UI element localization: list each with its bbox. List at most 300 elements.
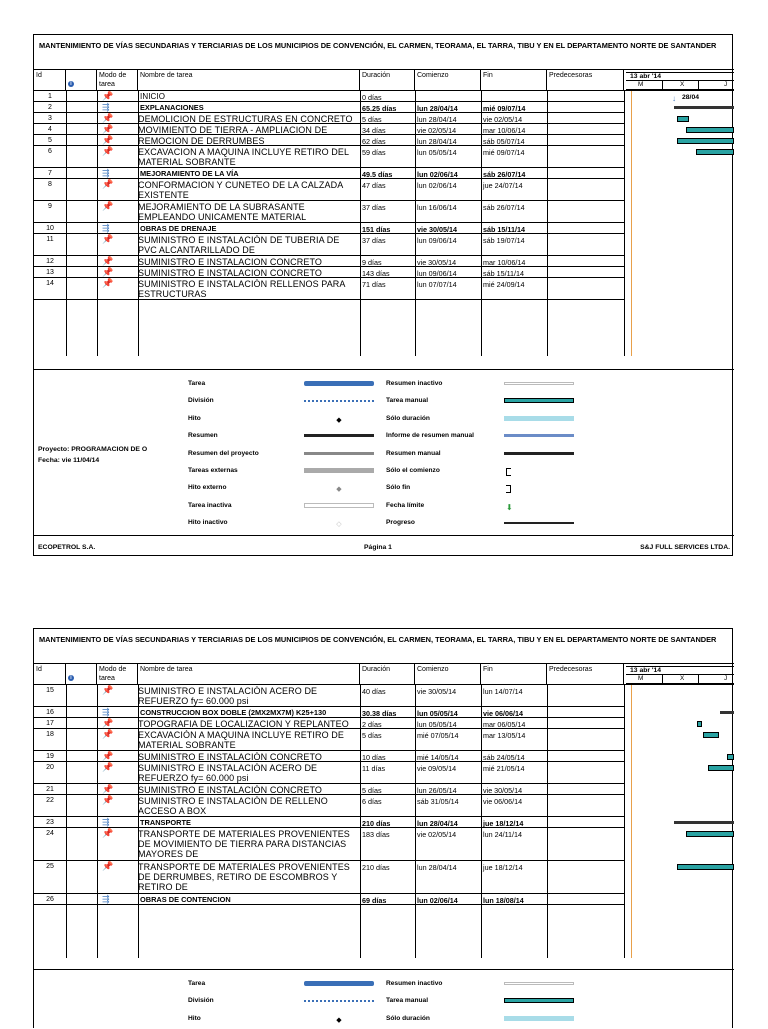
task-duration: 49.5 días [362, 170, 393, 179]
task-name: INICIO [140, 92, 166, 101]
timescale [626, 69, 734, 91]
task-end: jue 18/12/14 [483, 819, 524, 828]
manual-pin-icon: 📌 [102, 861, 114, 871]
task-start: lun 16/06/14 [417, 203, 457, 212]
col-id-2: Id [34, 664, 66, 685]
task-id: 20 [46, 764, 54, 771]
task-name: SUMINISTRO E INSTALACIÓN DE RELLENO ACCESO A BOX [138, 796, 328, 816]
table-row[interactable] [34, 124, 624, 135]
manual-pin-icon: 📌 [102, 124, 114, 134]
table-row[interactable] [34, 861, 624, 894]
gantt-bar [697, 721, 702, 727]
project-info [38, 444, 147, 466]
manual-pin-icon: 📌 [102, 762, 114, 772]
task-duration: 10 días [362, 753, 386, 762]
task-mode [102, 256, 113, 267]
manual-pin-icon: 📌 [102, 828, 114, 838]
task-start: lun 02/06/14 [417, 181, 457, 190]
legend-label: División [188, 397, 214, 405]
task-mode [102, 113, 113, 124]
gantt-bar [727, 754, 734, 760]
task-end: sáb 15/11/14 [483, 225, 525, 234]
task-end: sáb 26/07/14 [483, 203, 525, 212]
task-id: 10 [46, 225, 54, 232]
task-start: vie 02/05/14 [417, 126, 457, 135]
legend-label: Hito [188, 1014, 201, 1022]
task-name: TOPOGRAFIA DE LOCALIZACION Y REPLANTEO [138, 719, 349, 729]
task-id: 2 [48, 104, 52, 111]
task-duration: 210 días [362, 819, 391, 828]
task-id: 15 [46, 687, 54, 694]
task-mode [102, 234, 113, 245]
legend-1 [34, 369, 734, 535]
table-row[interactable] [34, 223, 624, 234]
table-row[interactable] [34, 729, 624, 751]
col-mode-2: Modo de tarea [97, 664, 138, 685]
gantt-bar [708, 765, 734, 771]
legend-swatch: ⬇ [506, 502, 513, 512]
task-id: 26 [46, 896, 54, 903]
task-start: lun 09/06/14 [417, 269, 457, 278]
task-duration: 143 días [362, 269, 390, 278]
timescale-days [626, 81, 734, 90]
col-duration: Duración [360, 70, 415, 91]
footer-page: Página 1 [364, 544, 392, 551]
task-duration: 5 días [362, 115, 382, 124]
task-start: lun 28/04/14 [417, 863, 457, 872]
table-row[interactable] [34, 234, 624, 256]
legend-swatch: ◆ [336, 486, 342, 494]
task-end: sáb 26/07/14 [483, 170, 526, 179]
manual-pin-icon: 📌 [102, 685, 114, 695]
task-duration: 37 días [362, 203, 386, 212]
task-mode [102, 278, 113, 289]
milestone-icon: ↓ [672, 94, 676, 103]
gantt-summary-bar [674, 821, 734, 824]
task-name: SUMINISTRO E INSTALACIÓN DE TUBERIA DE PVC ALCANTARILLADO DE [138, 235, 340, 255]
task-start: lun 26/05/14 [417, 786, 457, 795]
task-duration: 69 días [362, 896, 387, 905]
task-name: SUMINISTRO E INSTALACIÓN ACERO DE REFUERZO fy= 60.000 psi [138, 686, 318, 706]
manual-pin-icon: 📌 [102, 113, 114, 123]
task-mode [102, 135, 113, 146]
timescale-2 [626, 663, 734, 685]
task-id: 11 [46, 236, 54, 243]
col-end: Fin [481, 70, 547, 91]
gantt-summary-bar [674, 106, 734, 109]
task-end: vie 02/05/14 [483, 115, 523, 124]
task-end: jue 18/12/14 [483, 863, 523, 872]
table-row[interactable] [34, 102, 624, 113]
task-id: 16 [46, 709, 54, 716]
task-duration: 0 días [362, 93, 382, 102]
table-row[interactable] [34, 894, 624, 905]
day-j: J [724, 675, 728, 682]
col-info-2 [66, 664, 97, 685]
task-mode [102, 861, 113, 872]
task-end: mié 24/09/14 [483, 280, 525, 289]
legend-label: Fecha límite [386, 501, 425, 509]
col-name: Nombre de tarea [138, 70, 360, 91]
table-row[interactable] [34, 168, 624, 179]
task-id: 1 [48, 93, 52, 100]
task-id: 25 [46, 863, 54, 870]
legend-label: Tarea inactiva [188, 501, 232, 509]
col-name-2: Nombre de tarea [138, 664, 360, 685]
task-name: CONSTRUCCION BOX DOBLE (2MX2MX7M) K25+130 [140, 708, 327, 717]
page-footer [34, 535, 734, 557]
task-name: EXCAVACION A MAQUINA INCLUYE RETIRO DEL MATERIAL SOBRANTE [138, 147, 349, 167]
task-name: SUMINISTRO E INSTALACIÓN CONCRETO [138, 785, 322, 795]
table-row[interactable] [34, 201, 624, 223]
task-duration: 2 días [362, 720, 382, 729]
task-mode [102, 751, 113, 762]
project-name: Proyecto: PROGRAMACION DE O [38, 446, 148, 453]
task-duration: 5 días [362, 731, 382, 740]
task-start: lun 28/04/14 [417, 819, 458, 828]
legend-swatch [304, 381, 374, 386]
task-duration: 9 días [362, 258, 382, 267]
task-id: 8 [48, 181, 52, 188]
task-name: SUMINISTRO E INSTALACIÓN CONCRETO [138, 752, 322, 762]
project-title: MANTENIMIENTO DE VÍAS SECUNDARIAS Y TERCIARIAS DE LOS MUNICIPIOS DE CONVENCIÓN, EL CARMEN, TEORAMA, EL TARRA, TIBU Y EN EL DEPARTAMENTO NORTE DE SANTANDER [39, 41, 717, 50]
project-title-2: MANTENIMIENTO DE VÍAS SECUNDARIAS Y TERCIARIAS DE LOS MUNICIPIOS DE CONVENCIÓN, EL CARMEN, TEORAMA, EL TARRA, TIBU Y EN EL DEPARTAMENTO NORTE DE SANTANDER [39, 635, 717, 644]
legend-swatch [304, 468, 374, 473]
col-end-2: Fin [481, 664, 547, 685]
timescale-week-2: 13 abr '14 [626, 666, 734, 675]
manual-pin-icon: 📌 [102, 795, 114, 805]
task-end: mié 09/07/14 [483, 148, 525, 157]
col-id: Id [34, 70, 66, 91]
col-start: Comienzo [415, 70, 481, 91]
day-x: X [680, 81, 685, 88]
gantt-page-1 [33, 34, 733, 556]
task-name: TRANSPORTE [140, 818, 191, 827]
task-mode [102, 223, 110, 234]
task-id: 5 [48, 137, 52, 144]
task-start: lun 28/04/14 [417, 104, 458, 113]
legend-label: Sólo duración [386, 414, 430, 422]
task-duration: 40 días [362, 687, 386, 696]
day-m: M [638, 81, 644, 88]
task-start: vie 30/05/14 [417, 687, 457, 696]
task-duration: 62 días [362, 137, 386, 146]
legend-swatch [504, 381, 574, 385]
legend-swatch: ◆ [336, 1016, 342, 1024]
table-row[interactable] [34, 751, 624, 762]
task-start: vie 09/05/14 [417, 764, 457, 773]
table-row[interactable] [34, 179, 624, 201]
milestone-label: 28/04 [682, 94, 700, 101]
task-mode [102, 828, 113, 839]
day-j: J [724, 81, 728, 88]
legend-label: Resumen manual [386, 449, 441, 457]
table-row[interactable] [34, 828, 624, 861]
legend-label: Tareas externas [188, 467, 238, 474]
task-name: SUMINISTRO E INSTALACION CONCRETO [138, 268, 322, 278]
table-row[interactable] [34, 91, 624, 102]
footer-right: S&J FULL SERVICES LTDA. [640, 544, 730, 551]
info-icon: i [68, 81, 74, 87]
info-icon: i [68, 675, 74, 681]
legend-label: Informe de resumen manual [386, 432, 474, 440]
task-end: vie 30/05/14 [483, 786, 523, 795]
legend-swatch [304, 433, 374, 437]
manual-pin-icon: 📌 [102, 784, 114, 794]
task-end: lun 24/11/14 [483, 830, 523, 839]
manual-pin-icon: 📌 [102, 234, 114, 244]
legend-2 [34, 969, 734, 1029]
gantt-bar [677, 864, 734, 870]
task-name: REMOCION DE DERRUMBES [138, 136, 265, 146]
legend-label: Resumen del proyecto [188, 449, 259, 457]
task-start: mié 14/05/14 [417, 753, 459, 762]
table-row[interactable] [34, 718, 624, 729]
task-id: 17 [46, 720, 54, 727]
gantt-bar [696, 149, 734, 155]
task-name: OBRAS DE CONTENCION [140, 895, 231, 904]
task-id: 19 [46, 753, 54, 760]
task-start: vie 30/05/14 [417, 225, 457, 234]
manual-pin-icon: 📌 [102, 729, 114, 739]
task-id: 21 [46, 786, 54, 793]
gantt-bar [677, 138, 734, 144]
task-end: mar 13/05/14 [483, 731, 526, 740]
col-start-2: Comienzo [415, 664, 481, 685]
legend-swatch [504, 416, 574, 421]
task-name: SUMINISTRO E INSTALACIÓN RELLENOS PARA ESTRUCTURAS [138, 279, 346, 299]
legend-swatch [504, 485, 511, 493]
legend-label: Hito inactivo [188, 519, 228, 527]
task-start: lun 09/06/14 [417, 236, 457, 245]
legend-label: División [188, 997, 214, 1005]
legend-swatch [304, 981, 374, 986]
task-start: mié 07/05/14 [417, 731, 459, 740]
task-duration: 47 días [362, 181, 386, 190]
task-mode [102, 762, 113, 773]
task-mode [102, 707, 110, 718]
task-name: MOVIMIENTO DE TIERRA - AMPLIACION DE [138, 125, 328, 135]
task-name: EXPLANACIONES [140, 103, 204, 112]
legend-swatch [304, 398, 374, 402]
gantt-page-2 [33, 628, 733, 1028]
task-end: sáb 24/05/14 [483, 753, 525, 762]
legend-label: Sólo duración [386, 1014, 430, 1022]
task-end: mié 09/07/14 [483, 104, 526, 113]
task-mode [102, 718, 113, 729]
task-id: 9 [48, 203, 52, 210]
task-id: 13 [46, 269, 54, 276]
task-duration: 71 días [362, 280, 386, 289]
table-row[interactable] [34, 707, 624, 718]
task-start: lun 05/05/14 [417, 709, 458, 718]
legend-swatch: ◆ [336, 416, 342, 424]
legend-swatch: ◇ [336, 521, 342, 529]
task-id: 12 [46, 258, 54, 265]
manual-pin-icon: 📌 [102, 267, 114, 277]
legend-label: Hito [188, 414, 201, 422]
task-end: sáb 15/11/14 [483, 269, 525, 278]
col-info [66, 70, 97, 91]
table-row[interactable] [34, 267, 624, 278]
task-start: vie 30/05/14 [417, 258, 457, 267]
task-mode [102, 267, 113, 278]
table-row[interactable] [34, 795, 624, 817]
day-x: X [680, 675, 685, 682]
legend-swatch [304, 451, 374, 455]
table-row[interactable] [34, 784, 624, 795]
task-name: CONFORMACION Y CUNETEO DE LA CALZADA EXISTENTE [138, 180, 343, 200]
auto-schedule-icon: ⇶ [102, 707, 110, 717]
task-id: 14 [46, 280, 54, 287]
table-row[interactable] [34, 762, 624, 784]
manual-pin-icon: 📌 [102, 718, 114, 728]
legend-label: Sólo fin [386, 484, 411, 492]
task-name: DEMOLICION DE ESTRUCTURAS EN CONCRETO [138, 114, 353, 124]
task-id: 3 [48, 115, 52, 122]
task-mode [102, 102, 110, 113]
legend-label: Resumen [188, 432, 218, 440]
legend-swatch [504, 998, 574, 1003]
task-id: 24 [46, 830, 54, 837]
table-row[interactable] [34, 256, 624, 267]
table-row[interactable] [34, 135, 624, 146]
manual-pin-icon: 📌 [102, 91, 114, 101]
task-mode [102, 179, 113, 190]
task-mode [102, 817, 110, 828]
table-row[interactable] [34, 113, 624, 124]
col-predecessors: Predecesoras [547, 70, 624, 91]
col-mode: Modo de tarea [97, 70, 138, 91]
gantt-bar [686, 831, 734, 837]
task-duration: 210 días [362, 863, 390, 872]
task-duration: 151 días [362, 225, 391, 234]
task-start: sáb 31/05/14 [417, 797, 459, 806]
task-mode [102, 729, 113, 740]
legend-swatch [504, 468, 511, 476]
table-row[interactable] [34, 146, 624, 168]
day-m: M [638, 675, 644, 682]
task-name: TRANSPORTE DE MATERIALES PROVENIENTES DE MOVIMIENTO DE TIERRA PARA DISTANCIAS MAYORES DE [138, 829, 350, 859]
table-row[interactable] [34, 278, 624, 300]
task-duration: 34 días [362, 126, 386, 135]
auto-schedule-icon: ⇶ [102, 817, 110, 827]
legend-swatch [504, 981, 574, 985]
gantt-bar [677, 116, 689, 122]
legend-swatch [504, 433, 574, 437]
task-id: 6 [48, 148, 52, 155]
gantt-bar [703, 732, 719, 738]
task-name: SUMINISTRO E INSTALACION CONCRETO [138, 257, 322, 267]
task-duration: 5 días [362, 786, 382, 795]
task-id: 23 [46, 819, 54, 826]
legend-label: Resumen inactivo [386, 380, 443, 387]
task-end: vie 06/06/14 [483, 709, 523, 718]
task-mode [102, 894, 110, 905]
task-mode [102, 201, 113, 212]
task-id: 7 [48, 170, 52, 177]
task-duration: 37 días [362, 236, 386, 245]
legend-swatch [504, 398, 574, 403]
task-start: vie 02/05/14 [417, 830, 457, 839]
col-predecessors-2: Predecesoras [547, 664, 624, 685]
manual-pin-icon: 📌 [102, 135, 114, 145]
task-start: lun 28/04/14 [417, 137, 457, 146]
task-id: 4 [48, 126, 52, 133]
col-duration-2: Duración [360, 664, 415, 685]
task-mode [102, 168, 110, 179]
task-mode [102, 124, 113, 135]
manual-pin-icon: 📌 [102, 278, 114, 288]
auto-schedule-icon: ⇶ [102, 168, 110, 178]
task-start: lun 02/06/14 [417, 896, 458, 905]
task-duration: 30.38 días [362, 709, 397, 718]
legend-label: Tarea manual [386, 397, 429, 405]
table-row[interactable] [34, 817, 624, 828]
project-date: Fecha: vie 11/04/14 [38, 457, 100, 464]
manual-pin-icon: 📌 [102, 179, 114, 189]
task-end: lun 18/08/14 [483, 896, 524, 905]
task-end: mié 21/05/14 [483, 764, 525, 773]
task-end: jue 24/07/14 [483, 181, 523, 190]
table-row[interactable] [34, 685, 624, 707]
legend-label: Tarea [188, 380, 206, 387]
task-duration: 59 días [362, 148, 386, 157]
task-mode [102, 784, 113, 795]
legend-label: Tarea manual [386, 997, 429, 1005]
task-duration: 183 días [362, 830, 390, 839]
task-mode [102, 91, 113, 102]
task-name: TRANSPORTE DE MATERIALES PROVENIENTES DE DERRUMBES, RETIRO DE ESCOMBROS Y RETIRO DE [138, 862, 350, 892]
legend-label: Hito externo [188, 484, 227, 492]
task-end: vie 06/06/14 [483, 797, 523, 806]
task-id: 22 [46, 797, 54, 804]
auto-schedule-icon: ⇶ [102, 223, 110, 233]
task-end: mar 06/05/14 [483, 720, 526, 729]
manual-pin-icon: 📌 [102, 201, 114, 211]
task-name: OBRAS DE DRENAJE [140, 224, 217, 233]
legend-label: Sólo el comienzo [386, 467, 440, 474]
task-end: lun 14/07/14 [483, 687, 523, 696]
legend-swatch [304, 998, 374, 1002]
task-mode [102, 795, 113, 806]
task-name: MEJORAMIENTO DE LA VÍA [140, 169, 239, 178]
task-start: lun 07/07/14 [417, 280, 457, 289]
task-name: MEJORAMIENTO DE LA SUBRASANTE EMPLEANDO UNICAMENTE MATERIAL [138, 202, 307, 222]
manual-pin-icon: 📌 [102, 146, 114, 156]
manual-pin-icon: 📌 [102, 751, 114, 761]
footer-left: ECOPETROL S.A. [38, 544, 96, 551]
legend-label: Resumen inactivo [386, 980, 443, 987]
legend-swatch [504, 1016, 574, 1021]
task-end: sáb 05/07/14 [483, 137, 525, 146]
legend-label: Tarea [188, 980, 206, 987]
timescale-week: 13 abr '14 [626, 72, 734, 81]
task-mode [102, 146, 113, 157]
legend-swatch [304, 503, 374, 508]
task-duration: 11 días [362, 764, 386, 773]
timescale-days-2 [626, 675, 734, 684]
legend-swatch [504, 451, 574, 455]
legend-swatch [504, 520, 574, 524]
task-end: sáb 19/07/14 [483, 236, 525, 245]
task-end: mar 10/06/14 [483, 126, 526, 135]
task-start: lun 05/05/14 [417, 720, 457, 729]
manual-pin-icon: 📌 [102, 256, 114, 266]
auto-schedule-icon: ⇶ [102, 894, 110, 904]
gantt-bar [686, 127, 734, 133]
auto-schedule-icon: ⇶ [102, 102, 110, 112]
